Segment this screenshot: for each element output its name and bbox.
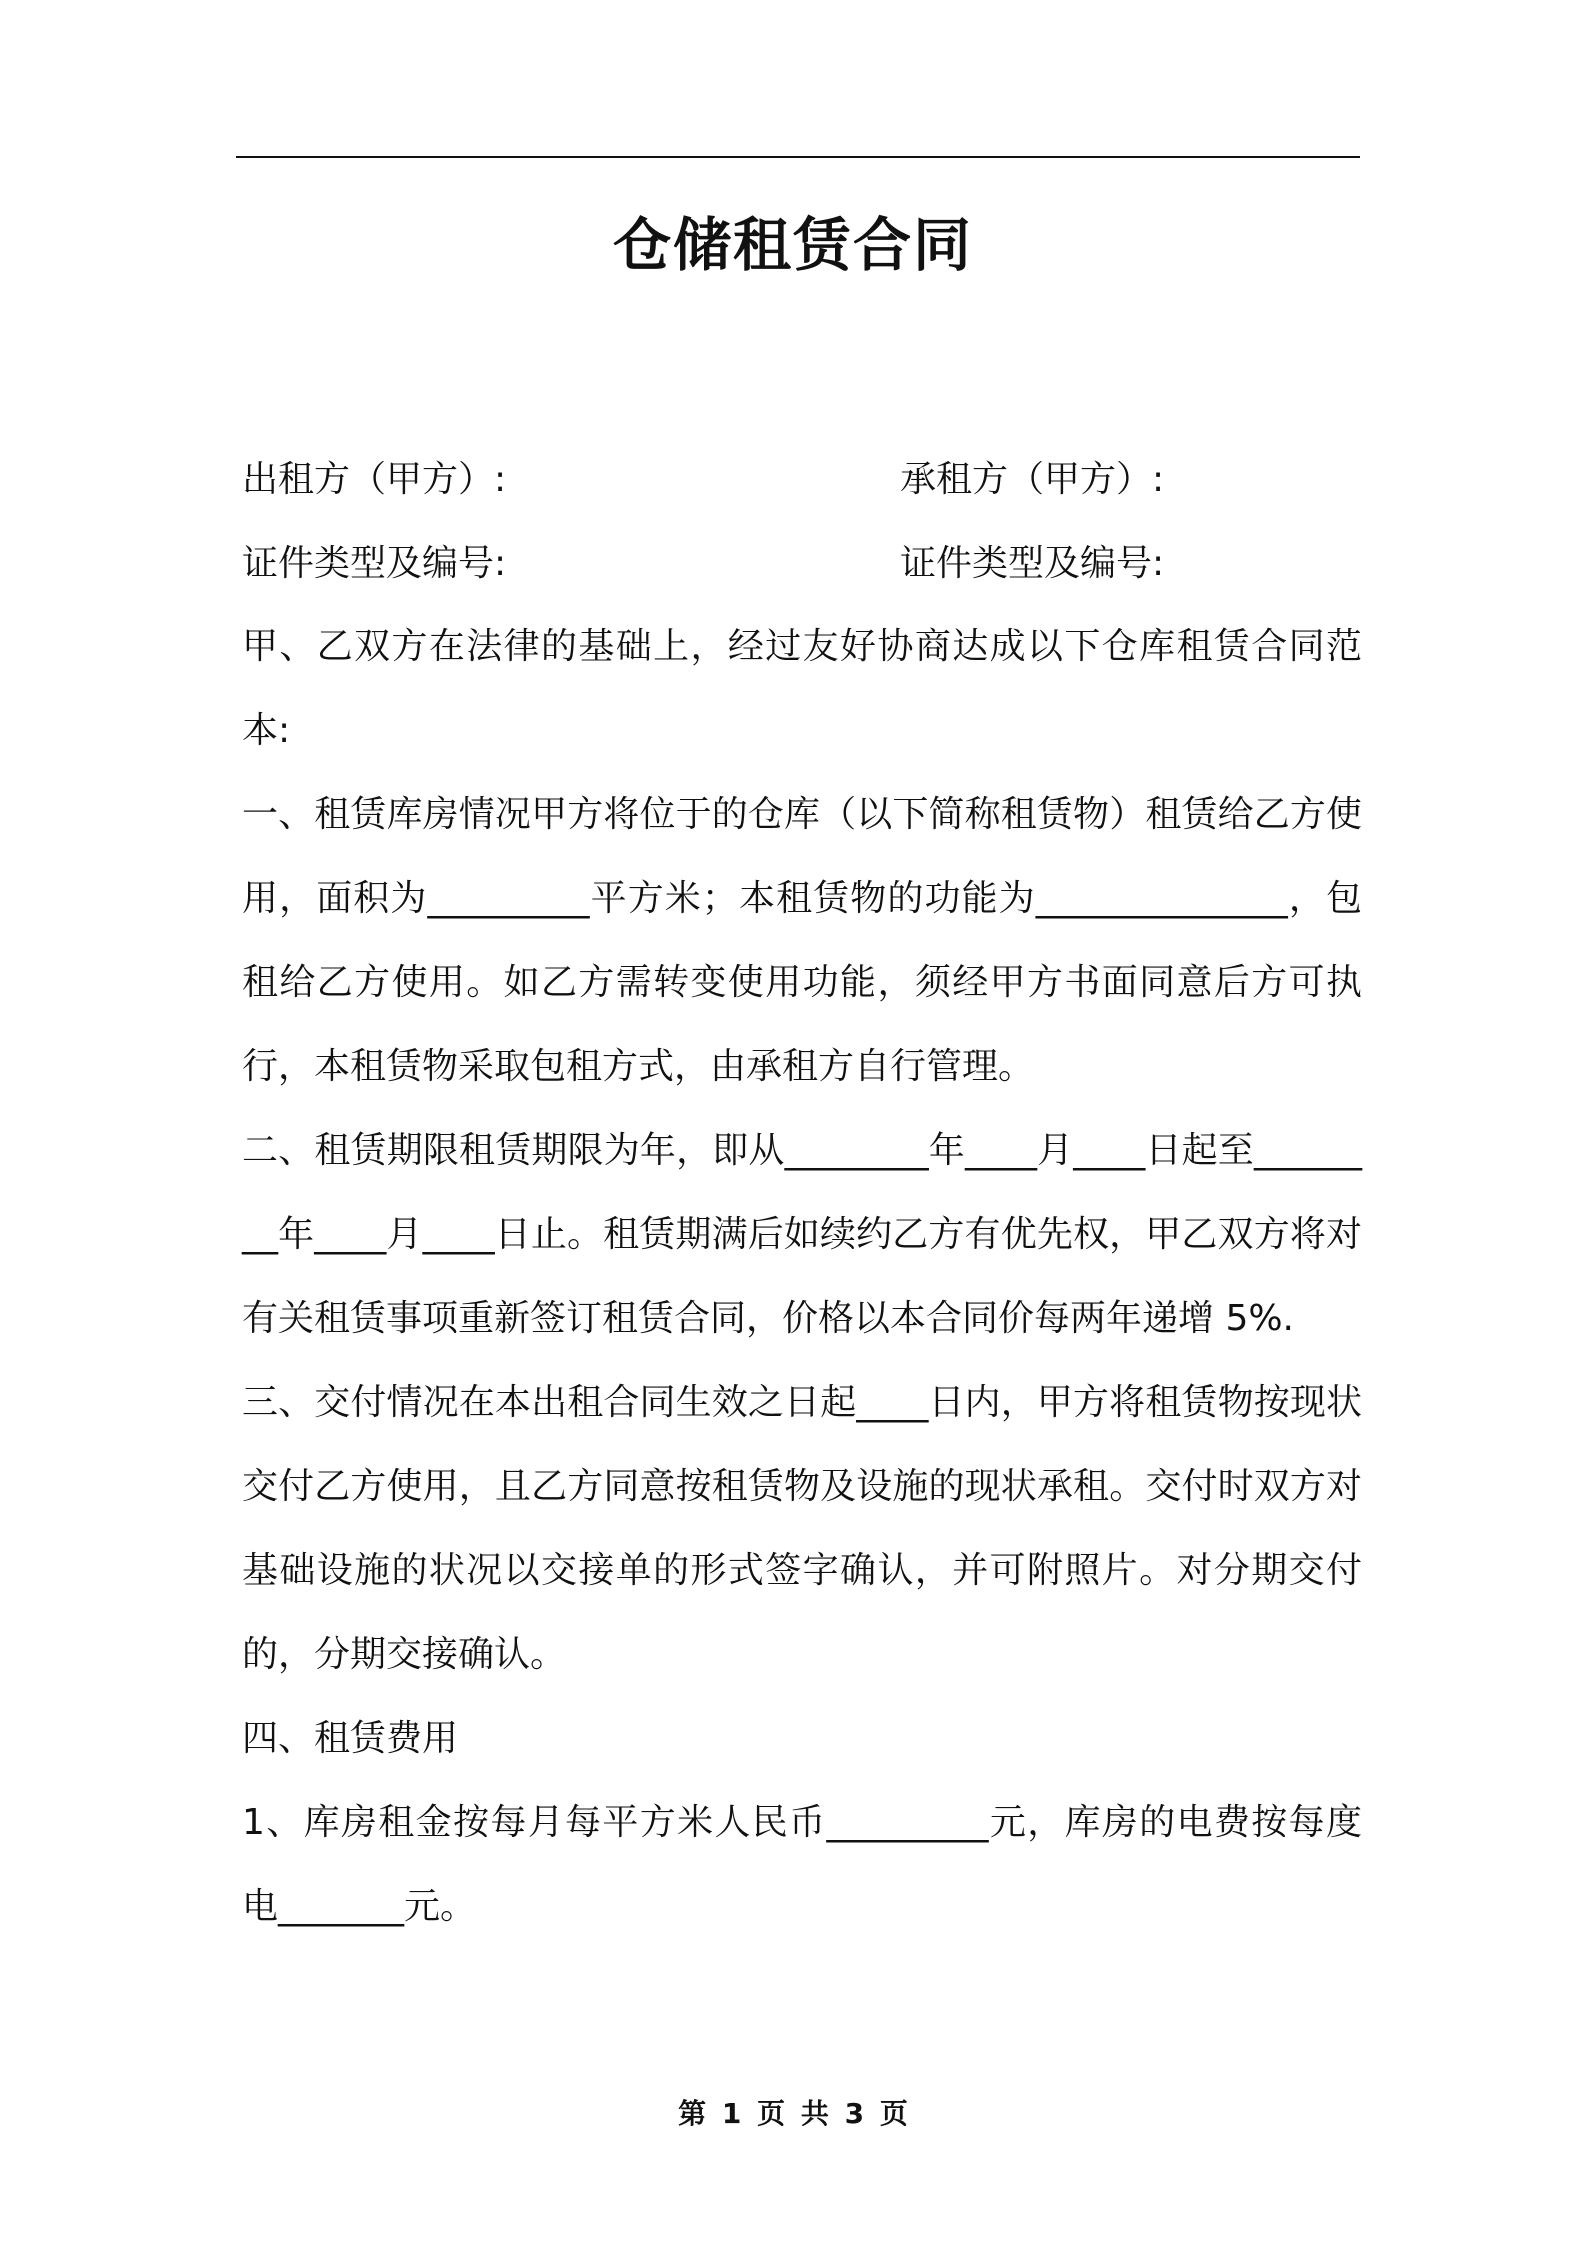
clause-2-term: 二、租赁期限租赁期限为年，即从________年____月____日起至________年____月____日止。租赁期满后如续约乙方有优先权，甲乙双方将对有关租赁事项重新签订租赁合同，价格以本合同价每两年递增 5%.	[242, 1130, 1362, 1339]
lessee-id-label: 证件类型及编号:	[900, 543, 1165, 584]
lessee-label: 承租方（甲方）:	[900, 459, 1165, 500]
intro-paragraph: 甲、乙双方在法律的基础上，经过友好协商达成以下仓库租赁合同范本:	[242, 626, 1362, 751]
header-rule	[236, 156, 1360, 158]
page-footer: 第 1 页 共 3 页	[678, 2097, 908, 2130]
party-row-ids	[242, 534, 1362, 594]
lessor-id-label: 证件类型及编号:	[242, 543, 507, 584]
clause-3-delivery: 三、交付情况在本出租合同生效之日起____日内，甲方将租赁物按现状交付乙方使用，且乙方同意按租赁物及设施的现状承租。交付时双方对基础设施的状况以交接单的形式签字确认，并可附照片。对分期交付的，分期交接确认。	[242, 1382, 1362, 1675]
clause-4-heading: 四、租赁费用	[242, 1718, 459, 1759]
clause-4-1-rent: 1、库房租金按每月每平方米人民币_________元，库房的电费按每度电_______元。	[242, 1802, 1362, 1927]
contract-body	[242, 605, 1362, 1949]
document-title: 仓储租赁合同	[612, 211, 973, 279]
party-row-names	[242, 450, 1362, 510]
clause-1-premises: 一、租赁库房情况甲方将位于的仓库（以下简称租赁物）租赁给乙方使用，面积为_________平方米；本租赁物的功能为______________，包租给乙方使用。如乙方需转变使用功能，须经甲方书面同意后方可执行，本租赁物采取包租方式，由承租方自行管理。	[242, 794, 1362, 1087]
lessor-label: 出租方（甲方）:	[242, 459, 507, 500]
